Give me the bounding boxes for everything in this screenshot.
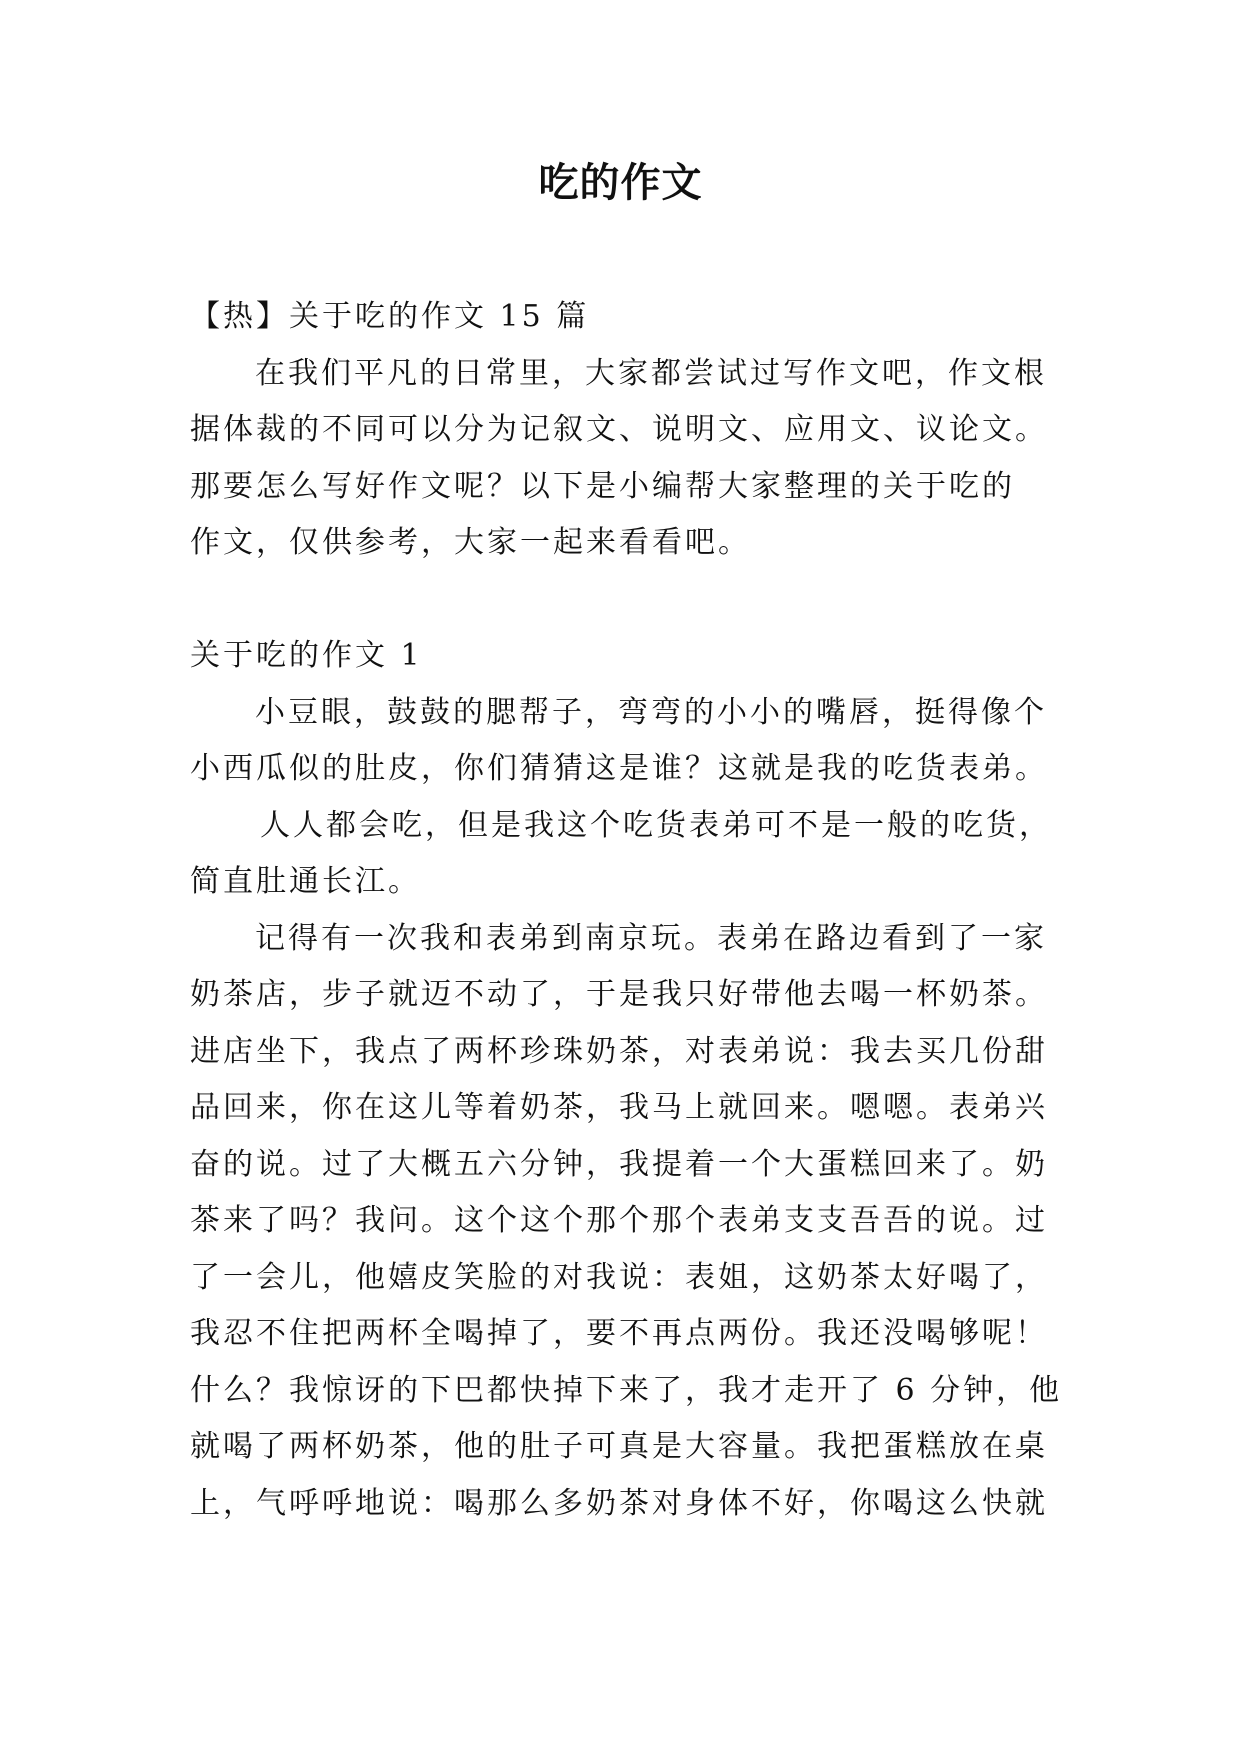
paragraph-line: 小豆眼，鼓鼓的腮帮子，弯弯的小小的嘴唇，挺得像个	[255, 694, 1047, 730]
document-title: 吃的作文	[538, 159, 703, 206]
paragraph-line: 了一会儿，他嬉皮笑脸的对我说：表姐，这奶茶太好喝了，	[190, 1259, 1048, 1295]
document-body	[190, 289, 1063, 1532]
paragraph-line: 人人都会吃，但是我这个吃货表弟可不是一般的吃货，	[260, 807, 1052, 843]
paragraph-line: 上，气呼呼地说：喝那么多奶茶对身体不好，你喝这么快就	[190, 1485, 1048, 1521]
paragraph-line: 就喝了两杯奶茶，他的肚子可真是大容量。我把蛋糕放在桌	[190, 1429, 1048, 1464]
section-heading: 关于吃的作文 1	[190, 638, 423, 673]
paragraph-line: 奋的说。过了大概五六分钟，我提着一个大蛋糕回来了。奶	[190, 1146, 1048, 1182]
intro-line: 那要怎么写好作文呢？以下是小编帮大家整理的关于吃的	[190, 468, 1015, 504]
paragraph-line: 茶来了吗？我问。这个这个那个那个表弟支支吾吾的说。过	[190, 1203, 1048, 1238]
intro-line: 据体裁的不同可以分为记叙文、说明文、应用文、议论文。	[190, 412, 1048, 447]
paragraph-line: 小西瓜似的肚皮，你们猜猜这是谁？这就是我的吃货表弟。	[190, 751, 1048, 786]
paragraph-line: 简直肚通长江。	[190, 864, 421, 899]
intro-line: 作文，仅供参考，大家一起来看看吧。	[190, 525, 751, 560]
paragraph-line: 什么？我惊讶的下巴都快掉下来了，我才走开了 6 分钟，他	[190, 1372, 1063, 1408]
blank-line	[190, 572, 1060, 629]
paragraph-line: 奶茶店，步子就迈不动了，于是我只好带他去喝一杯奶茶。	[190, 977, 1048, 1012]
paragraph-line: 我忍不住把两杯全喝掉了，要不再点两份。我还没喝够呢！	[190, 1316, 1048, 1351]
paragraph-line: 进店坐下，我点了两杯珍珠奶茶，对表弟说：我去买几份甜	[190, 1033, 1048, 1069]
intro-line: 在我们平凡的日常里，大家都尝试过写作文吧，作文根	[255, 355, 1047, 391]
paragraph-line: 记得有一次我和表弟到南京玩。表弟在路边看到了一家	[255, 920, 1047, 956]
subtitle-line: 【热】关于吃的作文 15 篇	[190, 299, 590, 334]
paragraph-line: 品回来，你在这儿等着奶茶，我马上就回来。嗯嗯。表弟兴	[190, 1090, 1048, 1125]
